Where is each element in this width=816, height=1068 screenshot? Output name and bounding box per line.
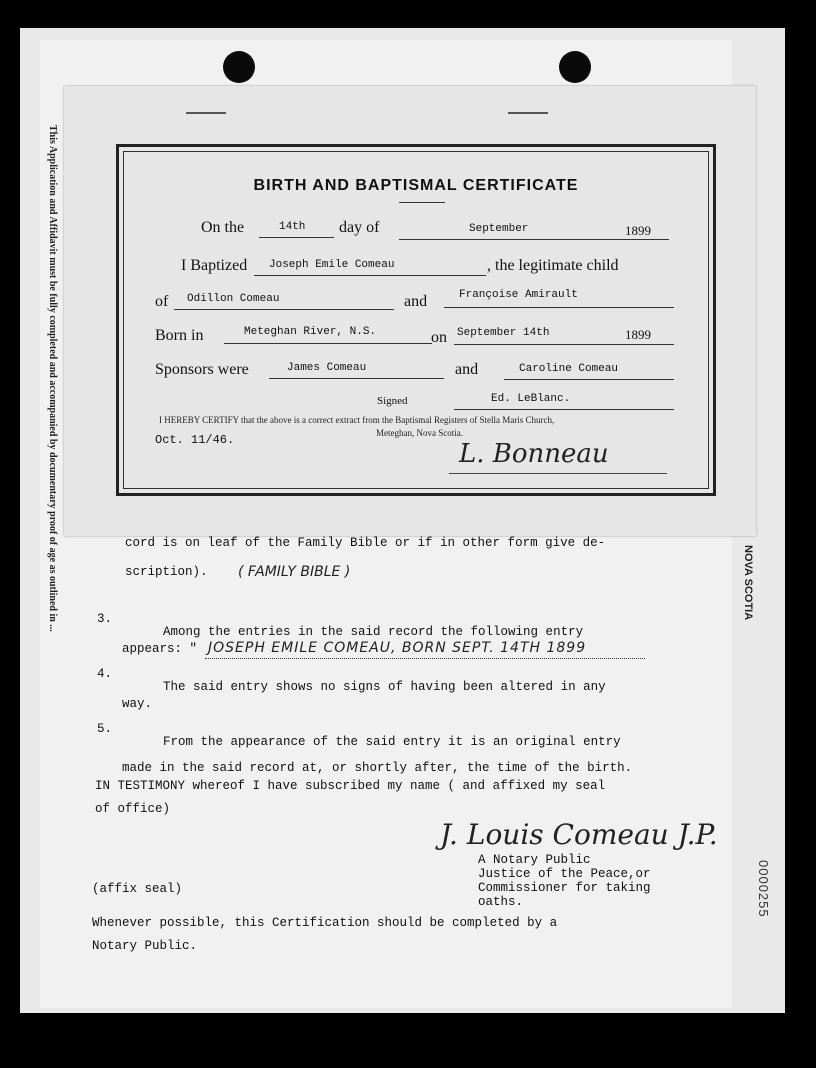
right-edge-label: NOVA SCOTIA: [742, 545, 754, 621]
whenever-line-2: Notary Public.: [92, 939, 198, 953]
of-label: of: [155, 293, 169, 310]
birth-date: September 14th: [457, 327, 550, 339]
notary-signature: J. Louis Comeau J.P.: [440, 818, 718, 851]
day-of-label: day of: [339, 219, 380, 236]
on-the-label: On the: [201, 219, 245, 236]
item5-cont: made in the said record at, or shortly after, the time of the birth.: [122, 761, 633, 775]
item5-number: 5.: [97, 722, 113, 736]
signed-by: Ed. LeBlanc.: [491, 393, 571, 405]
item3-cont: appears: ": [122, 642, 198, 656]
family-bible-handwritten: ( FAMILY BIBLE ): [238, 564, 351, 580]
affix-seal: (affix seal): [92, 882, 183, 896]
and-label: and: [404, 293, 428, 310]
tape-mark: [508, 112, 548, 114]
baptism-month: September: [469, 223, 529, 235]
legitimate-child-label: , the legitimate child: [487, 257, 619, 274]
baptized-label: I Baptized: [181, 257, 248, 274]
sponsor-2: Caroline Comeau: [519, 363, 619, 375]
affidavit-line-b: scription).: [125, 565, 208, 579]
testimony-line-1: IN TESTIMONY whereof I have subscribed my name ( and affixed my seal: [95, 779, 606, 793]
born-in-label: Born in: [155, 327, 204, 344]
sponsors-and-label: and: [455, 361, 479, 378]
child-name: Joseph Emile Comeau: [269, 259, 395, 271]
notary-line-1: A Notary Public: [478, 853, 591, 867]
sponsor-1: James Comeau: [287, 362, 367, 374]
certificate-title: BIRTH AND BAPTISMAL CERTIFICATE: [253, 177, 579, 194]
document-number: 0000255: [756, 860, 771, 918]
whenever-line-1: Whenever possible, this Certification should be completed by a: [92, 916, 558, 930]
testimony-line-2: of office): [95, 802, 171, 816]
tape-mark: [186, 112, 226, 114]
notary-line-4: oaths.: [478, 895, 524, 909]
father-name: Odillon Comeau: [187, 293, 280, 305]
sponsors-label: Sponsors were: [155, 361, 249, 378]
item4-number: 4.: [97, 667, 113, 681]
birth-year: 1899: [625, 327, 651, 342]
baptismal-certificate: [64, 86, 756, 536]
mother-name: Françoise Amirault: [459, 289, 578, 301]
item4-cont: way.: [122, 697, 153, 711]
punch-hole-right: [559, 51, 591, 83]
baptism-day: 14th: [279, 221, 306, 233]
notary-line-3: Commissioner for taking: [478, 881, 651, 895]
affidavit-line-a: cord is on leaf of the Family Bible or if in other form give de-: [125, 536, 606, 550]
punch-hole-left: [223, 51, 255, 83]
item3-text: Among the entries in the said record the following entry: [163, 625, 584, 639]
item4-text: The said entry shows no signs of having been altered in any: [163, 680, 606, 694]
on-label: on: [431, 329, 447, 346]
birthplace: Meteghan River, N.S.: [244, 326, 377, 338]
side-instruction-text: This Application and Affidavit must be fully completed and accompanied by documentary proof of age as outlined in ...: [47, 125, 58, 632]
item3-number: 3.: [97, 612, 113, 626]
notary-line-2: Justice of the Peace,or: [478, 867, 651, 881]
certify-date: Oct. 11/46.: [155, 433, 235, 447]
item5-text: From the appearance of the said entry it is an original entry: [163, 735, 621, 749]
signed-label: Signed: [377, 395, 408, 407]
priest-signature: L. Bonneau: [459, 439, 609, 469]
item3-handwritten-entry: JOSEPH EMILE COMEAU, BORN SEPT. 14TH 1899: [208, 640, 587, 656]
baptism-year: 1899: [625, 223, 651, 238]
certificate-frame: BIRTH AND BAPTISMAL CERTIFICATE On the 14th day of September 1899 I Baptized Joseph Emile Comeau , the legitimate child of Odillon Comeau and Françoise Amirault Born in Meteghan River, N.S. on September 14th 1899 Sponsors were James Comeau and Caroline Comeau Signed Ed. LeBlanc. I HEREBY CERTIFY that the above is a correct extract from the Baptismal Registers of Stella Maris Church, Meteghan, Nova Scotia. Oct. 11/46. L. Bonneau: [116, 144, 716, 496]
